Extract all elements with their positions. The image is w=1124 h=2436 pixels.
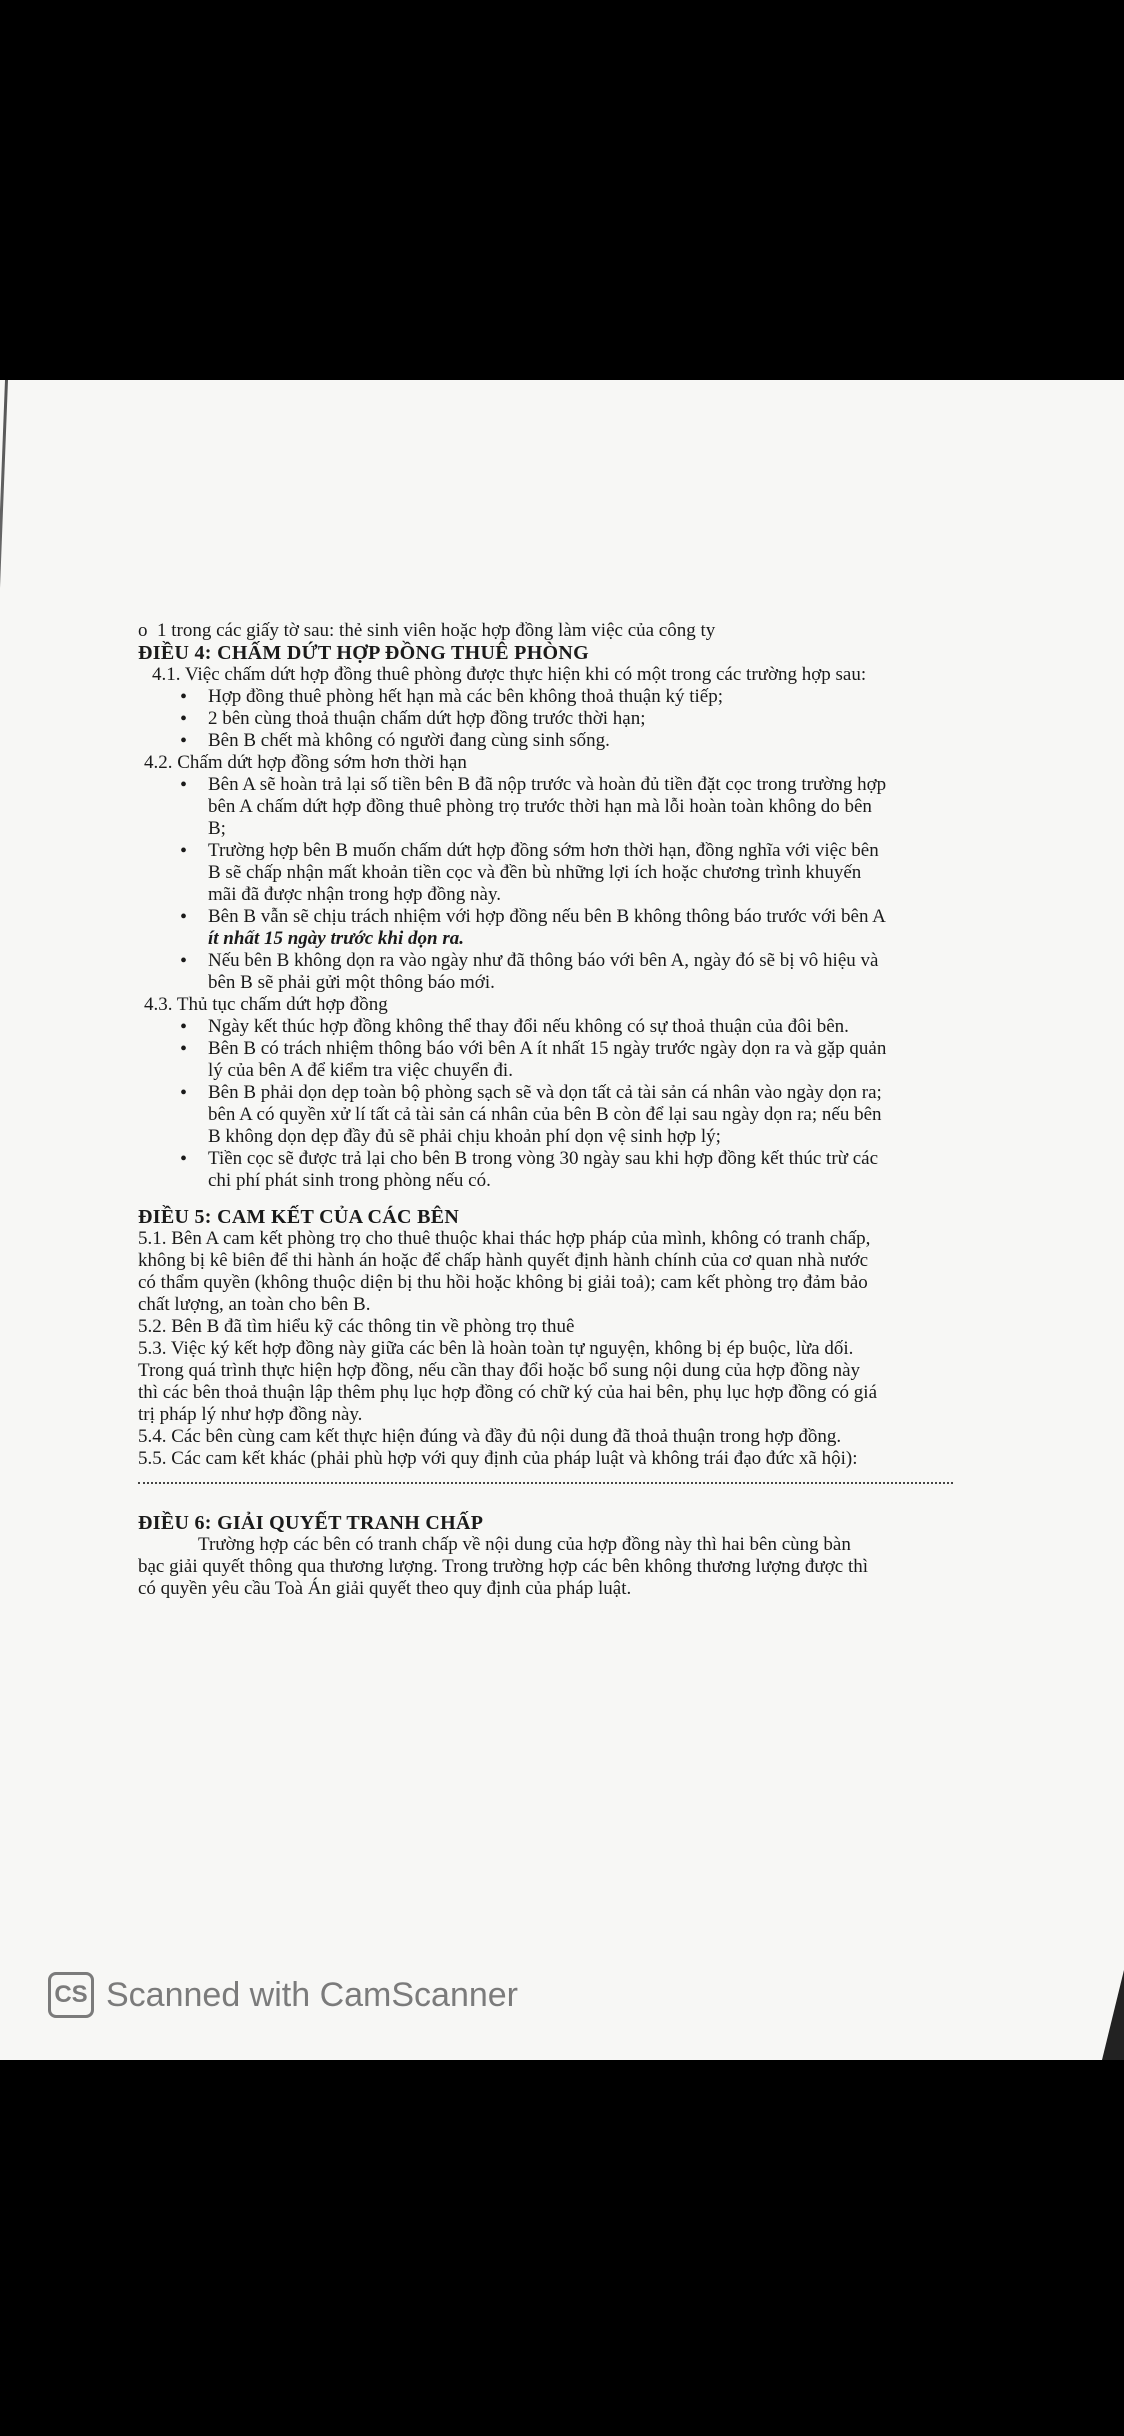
- intro-bullet: o 1 trong các giấy tờ sau: thẻ sinh viên hoặc hợp đồng làm việc của công ty: [138, 620, 716, 641]
- list-line: • Ngày kết thúc hợp đồng không thể thay đổi nếu không có sự thoả thuận của đôi bên.: [208, 1016, 849, 1037]
- list-line: • Bên B có trách nhiệm thông báo với bên A ít nhất 15 ngày trước ngày dọn ra và gặp quản: [208, 1038, 887, 1059]
- list-line: • Nếu bên B không dọn ra vào ngày như đã thông báo với bên A, ngày đó sẽ bị vô hiệu và: [208, 950, 879, 971]
- page-corner-fold: [1102, 1970, 1124, 2060]
- dotted-fill-line: [138, 1472, 953, 1484]
- section-4-1-list: [138, 686, 978, 752]
- article-4-title: ĐIỀU 4: CHẤM DỨT HỢP ĐỒNG THUÊ PHÒNG: [138, 642, 590, 664]
- list-item: [138, 950, 978, 994]
- text-line: có thẩm quyền (không thuộc diện bị thu hồi hoặc không bị giải toả); cam kết phòng trọ đảm bảo: [138, 1272, 868, 1293]
- text-line: có quyền yêu cầu Toà Án giải quyết theo quy định của pháp luật.: [138, 1578, 632, 1599]
- list-line: • Bên B phải dọn dẹp toàn bộ phòng sạch sẽ và dọn tất cả tài sản cá nhân vào ngày dọn ra;: [208, 1082, 882, 1103]
- text-line: 5.3. Việc ký kết hợp đồng này giữa các bên là hoàn toàn tự nguyện, không bị ép buộc, lừa dối.: [138, 1338, 854, 1359]
- list-item: [138, 1016, 978, 1038]
- section-4-1: 4.1. Việc chấm dứt hợp đồng thuê phòng được thực hiện khi có một trong các trường hợp sau:: [152, 664, 867, 685]
- list-item: • Hợp đồng thuê phòng hết hạn mà các bên không thoả thuận ký tiếp;: [138, 686, 978, 708]
- list-line: bên A có quyền xử lí tất cả tài sản cá nhân của bên B còn để lại sau ngày dọn ra; nếu bên: [208, 1104, 882, 1125]
- list-item: [138, 1038, 978, 1082]
- list-item: [138, 840, 978, 906]
- list-line: B không dọn dẹp đầy đủ sẽ phải chịu khoản phí dọn vệ sinh hợp lý;: [208, 1126, 721, 1147]
- section-4-2: 4.2. Chấm dứt hợp đồng sớm hơn thời hạn: [144, 752, 467, 773]
- text-line: 5.2. Bên B đã tìm hiểu kỹ các thông tin về phòng trọ thuê: [138, 1316, 575, 1337]
- intro-bullet-text: 1 trong các giấy tờ sau: thẻ sinh viên hoặc hợp đồng làm việc của công ty: [157, 620, 716, 641]
- list-line: • Bên A sẽ hoàn trả lại số tiền bên B đã nộp trước và hoàn đủ tiền đặt cọc trong trường hợp: [208, 774, 887, 795]
- list-item: [138, 774, 978, 840]
- list-line: bên A chấm dứt hợp đồng thuê phòng trọ trước thời hạn mà lỗi hoàn toàn không do bên: [208, 796, 872, 817]
- list-line: • Trường hợp bên B muốn chấm dứt hợp đồng sớm hơn thời hạn, đồng nghĩa với việc bên: [208, 840, 879, 861]
- list-line: bên B sẽ phải gửi một thông báo mới.: [208, 972, 495, 993]
- list-item: • 2 bên cùng thoả thuận chấm dứt hợp đồng trước thời hạn;: [138, 708, 978, 730]
- text-line: Trường hợp các bên có tranh chấp về nội dung của hợp đồng này thì hai bên cùng bàn: [198, 1534, 851, 1555]
- text-line: 5.5. Các cam kết khác (phải phù hợp với quy định của pháp luật và không trái đạo đức xã hội):: [138, 1448, 858, 1469]
- camscanner-logo-icon: CS: [48, 1972, 94, 2018]
- list-item: [138, 1082, 978, 1148]
- text-line: 5.4. Các bên cùng cam kết thực hiện đúng và đầy đủ nội dung đã thoả thuận trong hợp đồng.: [138, 1426, 842, 1447]
- section-4-2-list: [138, 774, 978, 994]
- list-line: mãi đã được nhận trong hợp đồng này.: [208, 884, 501, 905]
- article-6-body: [138, 1534, 978, 1600]
- contract-text: [138, 620, 978, 1600]
- article-6-title: ĐIỀU 6: GIẢI QUYẾT TRANH CHẤP: [138, 1512, 484, 1534]
- section-4-3: 4.3. Thủ tục chấm dứt hợp đồng: [144, 994, 388, 1015]
- watermark-text: Scanned with CamScanner: [106, 1975, 519, 2014]
- page-edge-shadow: [0, 380, 8, 2060]
- article-5-body: [138, 1228, 978, 1484]
- scanned-page: [0, 380, 1124, 2060]
- list-line: B;: [208, 818, 226, 839]
- section-4-3-list: [138, 1016, 978, 1192]
- text-line: chất lượng, an toàn cho bên B.: [138, 1294, 371, 1315]
- article-5-title: ĐIỀU 5: CAM KẾT CỦA CÁC BÊN: [138, 1206, 460, 1228]
- list-line: lý của bên A để kiểm tra việc chuyển đi.: [208, 1060, 513, 1081]
- list-line: chi phí phát sinh trong phòng nếu có.: [208, 1170, 491, 1191]
- list-item: [138, 906, 978, 950]
- text-line: thì các bên thoả thuận lập thêm phụ lục hợp đồng có chữ ký của hai bên, phụ lục hợp đồng có giá: [138, 1382, 878, 1403]
- list-line: ít nhất 15 ngày trước khi dọn ra.: [208, 928, 464, 949]
- camscanner-watermark: [48, 1972, 518, 2018]
- list-line: B sẽ chấp nhận mất khoản tiền cọc và đền bù những lợi ích hoặc chương trình khuyến: [208, 862, 862, 883]
- list-line: • Tiền cọc sẽ được trả lại cho bên B trong vòng 30 ngày sau khi hợp đồng kết thúc trừ các: [208, 1148, 879, 1169]
- text-line: không bị kê biên để thi hành án hoặc để chấp hành quyết định hành chính của cơ quan nhà nước: [138, 1250, 869, 1271]
- text-line: 5.1. Bên A cam kết phòng trọ cho thuê thuộc khai thác hợp pháp của mình, không có tranh chấp,: [138, 1228, 871, 1249]
- list-line: • Bên B vẫn sẽ chịu trách nhiệm với hợp đồng nếu bên B không thông báo trước với bên A: [208, 906, 886, 927]
- list-item: [138, 1148, 978, 1192]
- text-line: bạc giải quyết thông qua thương lượng. Trong trường hợp các bên không thương lượng được thì: [138, 1556, 869, 1577]
- list-item: • Bên B chết mà không có người đang cùng sinh sống.: [138, 730, 978, 752]
- text-line: Trong quá trình thực hiện hợp đồng, nếu cần thay đổi hoặc bổ sung nội dung của hợp đồng này: [138, 1360, 861, 1381]
- text-line: trị pháp lý như hợp đồng này.: [138, 1404, 363, 1425]
